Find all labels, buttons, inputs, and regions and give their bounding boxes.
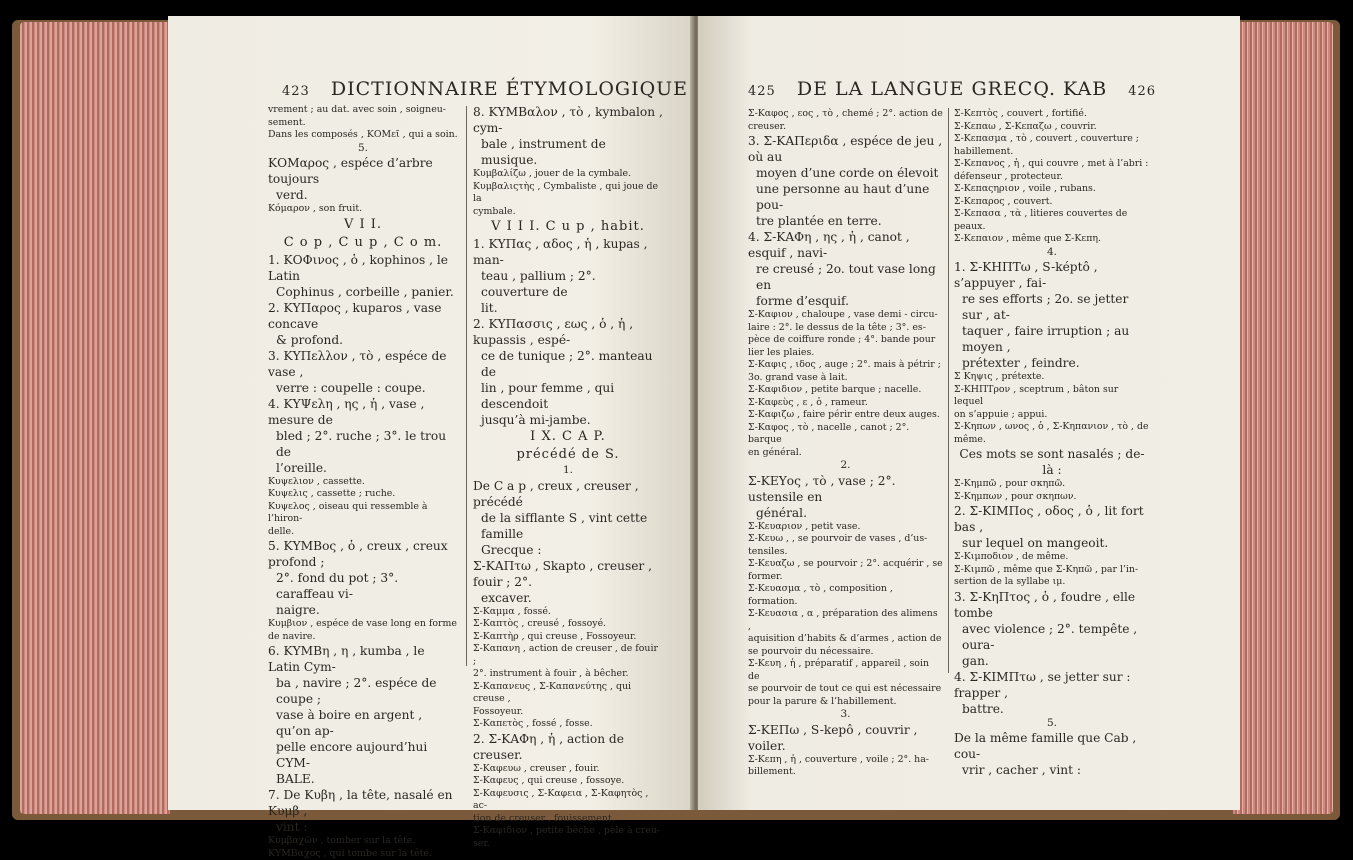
text-line: Σ-Καφευω , creuser , fouir. [473, 762, 600, 774]
text-line: Σ-Καφις , ιδος , auge ; 2°. mais à pétrir ; [748, 359, 941, 370]
text-line: précédé de S. [516, 447, 620, 462]
text-line: Σ-Κεπασα , τὰ , litieres couvertes de [954, 208, 1128, 219]
text-line: Σ-Κεπασμα , τὸ , couvert , couverture ; [954, 133, 1139, 144]
text-line: Σ-Καπτὴρ , qui creuse , Fossoyeur. [473, 630, 637, 642]
text-line: habillement. [954, 145, 1014, 157]
text-line: tensiles. [748, 545, 788, 557]
text-line: 5. [357, 141, 369, 154]
text-line: Grecque : [481, 542, 542, 557]
text-line: Σ-Κευασμα , τὸ , composition , formation. [748, 583, 893, 607]
text-line: ΚΟΜαρος , espéce d’arbre toujours [268, 156, 433, 187]
page-edges-right [1233, 22, 1333, 814]
text-line: 3. ΚΥΠελλον , τὸ , espéce de vase , [268, 348, 447, 379]
text-line: 3. [840, 708, 851, 721]
text-line: V I I. [343, 216, 383, 232]
text-line: Σ-Καμμα , fossé. [473, 605, 551, 617]
text-line: Κυμβαχῶν , tomber sur la tête. [268, 835, 416, 847]
text-line: & profond. [276, 332, 344, 347]
text-line: Κυψελιον , cassette. [268, 475, 365, 487]
text-line: 2. [840, 459, 851, 471]
text-line: 3. Σ-ΚηΠτος , ὁ , foudre , elle tombe [954, 589, 1136, 620]
text-line: de navire. [268, 630, 316, 642]
text-line: Σ-ΚΕΥος , τὸ , vase ; 2°. ustensile en [748, 473, 896, 504]
text-line: Σ Κηψις , prétexte. [954, 371, 1045, 383]
text-line: Ces mots se sont nasalés ; de-là : [959, 447, 1145, 478]
text-line: Σ-Κεπαςηριον , voile , rubans. [954, 183, 1096, 194]
text-line: excaver. [481, 590, 532, 605]
left-column-1 [268, 104, 458, 860]
page-number: 425 [748, 84, 776, 99]
text-line: 4. [1046, 245, 1058, 258]
text-line: Σ-Καπετὸς , fossé , fosse. [473, 718, 593, 730]
text-line: V I I I. C u p , habit. [491, 219, 645, 234]
text-line: sertion de la syllabe ιμ. [954, 576, 1066, 588]
text-line: 4. Σ-ΚΙΜΠτω , se jetter sur : frapper , [954, 669, 1131, 700]
text-line: Κυμβαλίζω , jouer de la cymbale. [473, 168, 632, 179]
text-line: Σ-Κηπων , ωνος , ὁ , Σ-Κηπανιον , τὸ , de [954, 421, 1149, 433]
text-line: Σ-Κιμποδιον , de même. [954, 551, 1069, 563]
text-line: Σ-Καφος , εος , τὸ , chemé ; 2°. action de [748, 108, 943, 119]
text-line: Σ-Καπανη , action de creuser , de fouir ; [473, 643, 658, 667]
text-line: Σ-Κευη , ἡ , préparatif , appareil , soin de [748, 658, 929, 682]
text-line: Σ-Καφευς , qui creuse , fossoye. [473, 775, 625, 787]
text-line: en général. [748, 446, 802, 458]
text-line: re creusé ; 2o. tout vase long en [756, 262, 936, 292]
text-line: Σ-Καφιζω , faire périr entre deux auges. [748, 409, 940, 420]
text-line: sement. [268, 116, 306, 128]
text-line: moyen d’une corde on élevoit [756, 166, 939, 180]
text-line: former. [748, 570, 783, 582]
text-line: Σ-Κευω , , se pourvoir de vases , d’us- [748, 533, 928, 545]
text-line: vrir , cacher , vint : [962, 763, 1081, 778]
left-page-header [282, 78, 737, 100]
text-line: Κόμαρον , son fruit. [268, 203, 363, 215]
text-line: tre plantée en terre. [756, 214, 882, 228]
text-line: Σ-Κημπων , pour σκηπων. [954, 490, 1077, 502]
text-line: sur lequel on mangeoit. [962, 536, 1109, 551]
text-line: ba , navire ; 2°. espéce de coupe ; [276, 676, 437, 707]
text-line: Σ-Κεπαω , Σ-Κεπαζω , couvrir. [954, 120, 1097, 132]
text-line: billement. [748, 766, 796, 778]
text-line: ce de tunique ; 2°. manteau de [481, 349, 653, 379]
text-line: 2. ΚΥΠασσις , εως , ὁ , ἡ , kupassis , espé- [473, 317, 634, 347]
text-line: verre : coupelle : coupe. [276, 380, 426, 395]
right-column-2 [954, 108, 1150, 778]
left-column-2 [473, 104, 663, 850]
text-line: verd. [276, 188, 308, 203]
column-rule [466, 106, 467, 666]
left-page [168, 16, 695, 859]
text-line: Κυψελος , oiseau qui ressemble à l’hiron- [268, 500, 428, 525]
text-line: peaux. [954, 220, 986, 232]
text-line: se pourvoir du nécessaire. [748, 645, 874, 657]
text-line: 2. Σ-ΚΑΦη , ἡ , action de creuser. [473, 731, 624, 762]
text-line: 3o. grand vase à lait. [748, 371, 848, 383]
right-column-1 [748, 108, 943, 779]
text-line: forme d’esquif. [756, 294, 849, 308]
text-line: I X. C A P. [530, 429, 606, 444]
text-line: jusqu’à mi-jambe. [481, 413, 591, 427]
text-line: l’oreille. [276, 460, 327, 475]
text-line: lit. [481, 301, 498, 315]
text-line: Fossoyeur. [473, 705, 524, 717]
text-line: gan. [962, 653, 989, 668]
text-line: 8. ΚΥΜΒαλον , τὸ , kymbalon , cym- [473, 105, 663, 135]
right-page [698, 16, 1240, 810]
text-line: 1. ΚΥΠας , αδος , ἡ , kupas , man- [473, 237, 648, 267]
text-line: Cophinus , corbeille , panier. [276, 284, 454, 299]
text-line: bled ; 2°. ruche ; 3°. le trou de [276, 428, 447, 459]
text-line: Σ-Καπτὸς , creusé , fossoyé. [473, 618, 607, 630]
text-line: Σ-ΚΑΠτω , Skapto , creuser , fouir ; 2°. [473, 558, 652, 589]
text-line: laire : 2°. le dessus de la tête ; 3°. es- [748, 321, 926, 333]
text-line: taquer , faire irruption ; au moyen , [962, 324, 1130, 355]
text-line: 2°. instrument à fouir , à bêcher. [473, 668, 629, 680]
text-line: 6. ΚΥΜΒη , η , kumba , le Latin Cym- [268, 644, 425, 675]
text-line: bale , instrument de musique. [481, 137, 606, 167]
text-line: Κυμβιον , espéce de vase long en forme [268, 618, 457, 630]
text-line: ΚΥΜΒαχος , qui tombe sur la tête. [268, 847, 432, 859]
text-line: Σ-Καφιδιον , petite bêche , pèle à creu- [473, 825, 661, 837]
text-line: BALE. [276, 772, 315, 787]
text-line: ser. [473, 837, 490, 849]
text-line: une personne au haut d’une pou- [756, 182, 930, 212]
text-line: De la même famille que Cab , cou- [954, 731, 1137, 762]
text-line: Σ-Κεπαρος , couvert. [954, 195, 1053, 207]
text-line: pèce de coiffure ronde ; 4°. bande pour [748, 334, 936, 345]
text-line: général. [756, 505, 807, 520]
text-line: Σ-Κιμπῶ , même que Σ-Κηπῶ , par l’in- [954, 563, 1139, 575]
text-line: 2. ΚΥΠαρος , kuparos , vase concave [268, 300, 442, 331]
text-line: 1. Σ-ΚΗΠΤω , S-képtô , s’appuyer , fai- [954, 260, 1098, 291]
text-line: cymbale. [473, 205, 516, 217]
column-rule [948, 108, 949, 673]
text-line: Κυμβαλιςτὴς , Cymbaliste , qui joue de la [473, 180, 659, 204]
text-line: 5. [1046, 716, 1058, 729]
text-line: Σ-Καφος , τὸ , nacelle , canot ; 2°. barque [748, 421, 910, 445]
text-line: Σ-Κεπαιον , même que Σ-Κεπη. [954, 233, 1101, 244]
text-line: vint : [276, 820, 308, 835]
text-line: Dans les composés , ΚΟΜεῖ , qui a soin. [268, 129, 458, 140]
text-line: Σ-Κευαριον , petit vase. [748, 520, 861, 532]
running-title: DE LA LANGUE GRECQ. KAB [796, 78, 1108, 100]
text-line: naigre. [276, 603, 320, 618]
text-line: creuser. [748, 120, 787, 132]
text-line: C o p , C u p , C o m. [283, 234, 443, 250]
text-line: tion de creuser , fouissement. [473, 812, 615, 824]
text-line: Σ-Κεπη , ἡ , couverture , voile ; 2°. ha- [748, 753, 929, 765]
text-line: vrement ; au dat. avec soin , soigneu- [268, 104, 446, 115]
text-line: 7. De Κυβη , la tête, nasalé en Κυμβ , [268, 788, 453, 819]
text-line: Σ-Κευασια , α , préparation des alimens , [748, 608, 938, 632]
page-edges-left [20, 22, 170, 814]
text-line: avec violence ; 2°. tempête , oura- [962, 621, 1138, 652]
page-number: 426 [1128, 84, 1157, 99]
text-line: défenseur , protecteur. [954, 170, 1063, 182]
text-line: Σ-Κεπτὸς , couvert , fortifié. [954, 108, 1087, 119]
text-line: 5. ΚΥΜΒος , ὁ , creux , creux profond ; [268, 539, 448, 570]
text-line: pelle encore aujourd’hui CYM- [276, 740, 428, 771]
text-line: Κυψελις , cassette ; ruche. [268, 488, 396, 500]
text-line: 1. ΚΟΦινος , ὁ , kophinos , le Latin [268, 252, 448, 283]
text-line: re ses efforts ; 2o. se jetter sur , at- [962, 292, 1129, 323]
text-line: De C a p , creux , creuser , précédé [473, 478, 639, 509]
page-number: 423 [282, 84, 310, 99]
text-line: pour la parure & l’habillement. [748, 695, 897, 707]
text-line: Σ-Κημπῶ , pour σκηπῶ. [954, 478, 1066, 490]
text-line: Σ-Καφιον , chaloupe , vase demi - circu- [748, 309, 938, 320]
text-line: lier les plaies. [748, 346, 815, 358]
text-line: teau , pallium ; 2°. couverture de [481, 269, 596, 299]
text-line: prétexter , feindre. [962, 356, 1080, 371]
text-line: vase à boire en argent , qu’on ap- [276, 708, 423, 739]
right-page-header [748, 78, 1156, 100]
text-line: Σ-ΚΗΠΤρον , sceptrum , bâton sur lequel [954, 383, 1119, 408]
text-line: Σ-Καφεὺς , ε , ὁ , rameur. [748, 396, 868, 408]
text-line: 4. Σ-ΚΑΦη , ης , ἡ , canot , esquif , navi- [748, 230, 910, 260]
text-line: Σ-Καπανευς , Σ-Καπανεύτης , qui creuse , [473, 680, 631, 705]
text-line: se pourvoir de tout ce qui est nécessaire [748, 683, 942, 695]
text-line: lin , pour femme , qui descendoit [481, 381, 615, 411]
text-line: 1. [562, 464, 574, 476]
text-line: on s’appuie ; appui. [954, 408, 1048, 420]
running-title: DICTIONNAIRE ÉTYMOLOGIQUE [330, 78, 689, 100]
text-line: Σ-Καφευσις , Σ-Καφεια , Σ-Καφητὸς , ac- [473, 787, 649, 812]
text-line: aquisition d’habits & d’armes , action de [748, 633, 942, 645]
text-line: Σ-Κεπανος , ἡ , qui couvre , met à l’abri : [954, 158, 1149, 169]
text-line: de la sifflante S , vint cette famille [481, 510, 648, 541]
text-line: 3. Σ-ΚΑΠεριδα , espéce de jeu , où au [748, 134, 943, 164]
text-line: 2. Σ-ΚΙΜΠος , οδος , ὁ , lit fort bas , [954, 504, 1144, 535]
text-line: 4. ΚΥΨελη , ης , ἡ , vase , mesure de [268, 396, 425, 427]
text-line: même. [954, 433, 986, 445]
text-line: battre. [962, 701, 1004, 716]
text-line: 2°. fond du pot ; 3°. caraffeau vi- [276, 571, 399, 602]
text-line: Σ-Κευαζω , se pourvoir ; 2°. acquérir , se [748, 558, 943, 570]
text-line: Σ-Καφιδιον , petite barque ; nacelle. [748, 384, 922, 395]
text-line: Σ-ΚΕΠω , S-kepô , couvrir , voiler. [748, 722, 918, 753]
text-line: delle. [268, 525, 295, 537]
